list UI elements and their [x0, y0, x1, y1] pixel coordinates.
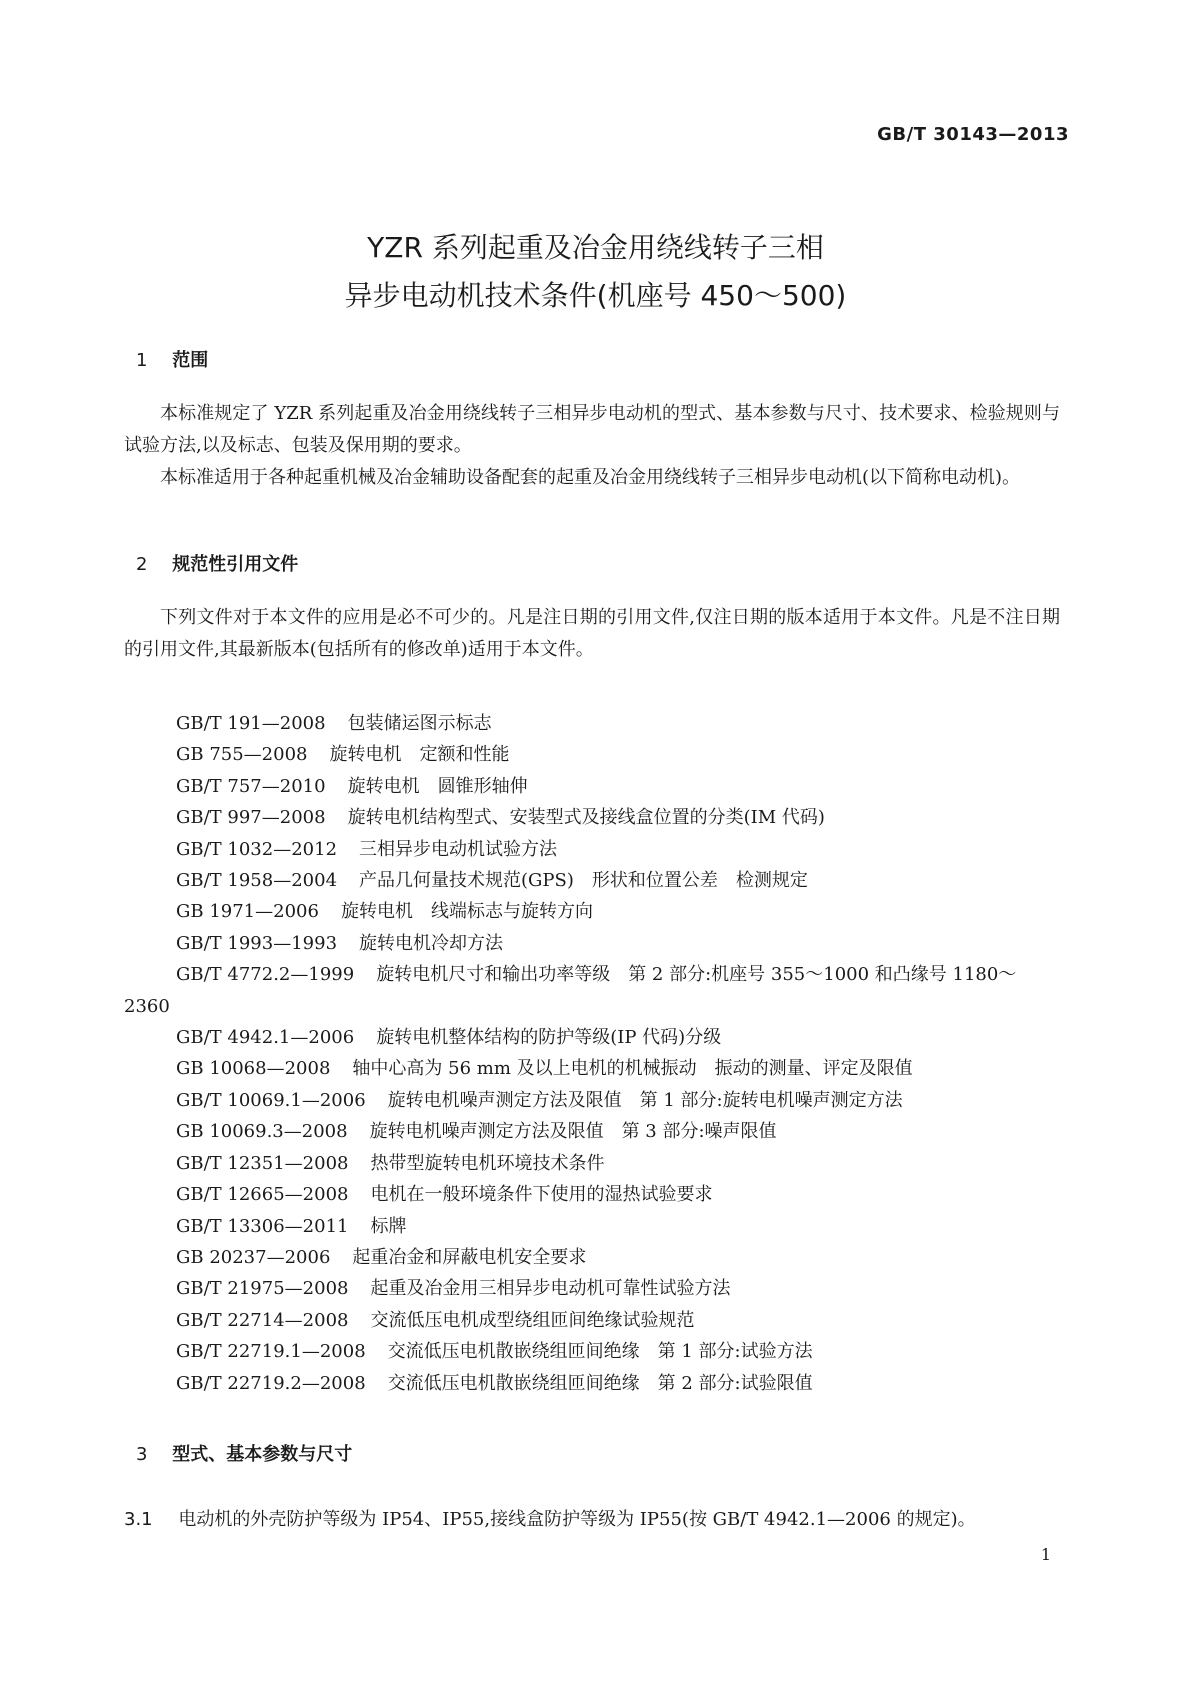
reference-item: GB/T 4772.2—1999 旋转电机尺寸和输出功率等级 第 2 部分:机座号 355～1000 和凸缘号 1180～2360: [124, 964, 1017, 1017]
section-1-title: 范围: [172, 350, 209, 371]
reference-item: GB/T 1032—2012 三相异步电动机试验方法: [176, 838, 558, 860]
reference-item: GB 10069.3—2008 旋转电机噪声测定方法及限值 第 3 部分:噪声限值: [176, 1121, 777, 1143]
title-line-2: 异步电动机技术条件(机座号 450～500): [344, 279, 847, 312]
reference-item: GB/T 1958—2004 产品几何量技术规范(GPS) 形状和位置公差 检测规定: [176, 870, 808, 892]
section-1-heading: [136, 346, 208, 372]
reference-item: GB/T 22719.1—2008 交流低压电机散嵌绕组匝间绝缘 第 1 部分:试验方法: [176, 1341, 813, 1363]
reference-item: GB 755—2008 旋转电机 定额和性能: [176, 744, 510, 766]
clause-3-1: [124, 1505, 1084, 1531]
section-3-title: 型式、基本参数与尺寸: [172, 1444, 353, 1465]
page-number: 1: [1040, 1545, 1051, 1564]
standard-number: GB/T 30143—2013: [877, 124, 1069, 145]
reference-item: GB 10068—2008 轴中心高为 56 mm 及以上电机的机械振动 振动的测量、评定及限值: [176, 1058, 913, 1080]
reference-item: GB/T 22714—2008 交流低压电机成型绕组匝间绝缘试验规范: [176, 1309, 695, 1331]
title-line-1: YZR 系列起重及冶金用绕线转子三相: [367, 231, 824, 264]
normative-references-list: [124, 708, 1060, 1399]
reference-item: GB/T 997—2008 旋转电机结构型式、安装型式及接线盒位置的分类(IM 代码): [176, 807, 825, 829]
reference-item: GB 1971—2006 旋转电机 线端标志与旋转方向: [176, 901, 593, 923]
section-2-intro: 下列文件对于本文件的应用是必不可少的。凡是注日期的引用文件,仅注日期的版本适用于本文件。凡是不注日期的引用文件,其最新版本(包括所有的修改单)适用于本文件。: [124, 607, 1060, 660]
reference-item: GB/T 191—2008 包装储运图示标志: [176, 713, 492, 734]
reference-item: GB/T 21975—2008 起重及冶金用三相异步电动机可靠性试验方法: [176, 1278, 731, 1300]
section-1-paragraph-1: 本标准规定了 YZR 系列起重及冶金用绕线转子三相异步电动机的型式、基本参数与尺寸、技术要求、检验规则与试验方法,以及标志、包装及保用期的要求。: [124, 403, 1060, 456]
section-2-heading: [136, 550, 298, 576]
reference-item: GB/T 4942.1—2006 旋转电机整体结构的防护等级(IP 代码)分级: [176, 1027, 722, 1049]
reference-item: GB/T 1993—1993 旋转电机冷却方法: [176, 932, 504, 954]
section-2-title: 规范性引用文件: [172, 554, 299, 575]
reference-item: GB/T 13306—2011 标牌: [176, 1215, 407, 1237]
reference-item: GB/T 10069.1—2006 旋转电机噪声测定方法及限值 第 1 部分:旋转电机噪声测定方法: [176, 1089, 903, 1111]
clause-number: 3.1: [124, 1509, 153, 1530]
reference-item: GB/T 12351—2008 热带型旋转电机环境技术条件: [176, 1152, 605, 1174]
reference-item: GB/T 757—2010 旋转电机 圆锥形轴伸: [176, 775, 528, 797]
clause-text: 电动机的外壳防护等级为 IP54、IP55,接线盒防护等级为 IP55(按 GB/T 4942.1—2006 的规定)。: [178, 1509, 976, 1530]
section-2-number: 2: [136, 554, 148, 575]
section-3-number: 3: [136, 1444, 148, 1465]
reference-item: GB/T 12665—2008 电机在一般环境条件下使用的湿热试验要求: [176, 1184, 713, 1206]
section-1-number: 1: [136, 350, 148, 371]
reference-item: GB 20237—2006 起重冶金和屏蔽电机安全要求: [176, 1246, 587, 1268]
section-3-heading: [136, 1440, 352, 1466]
document-title: [0, 224, 1191, 320]
reference-item: GB/T 22719.2—2008 交流低压电机散嵌绕组匝间绝缘 第 2 部分:试验限值: [176, 1372, 813, 1394]
section-1-paragraph-2: 本标准适用于各种起重机械及冶金辅助设备配套的起重及冶金用绕线转子三相异步电动机(以下简称电动机)。: [160, 467, 1021, 488]
